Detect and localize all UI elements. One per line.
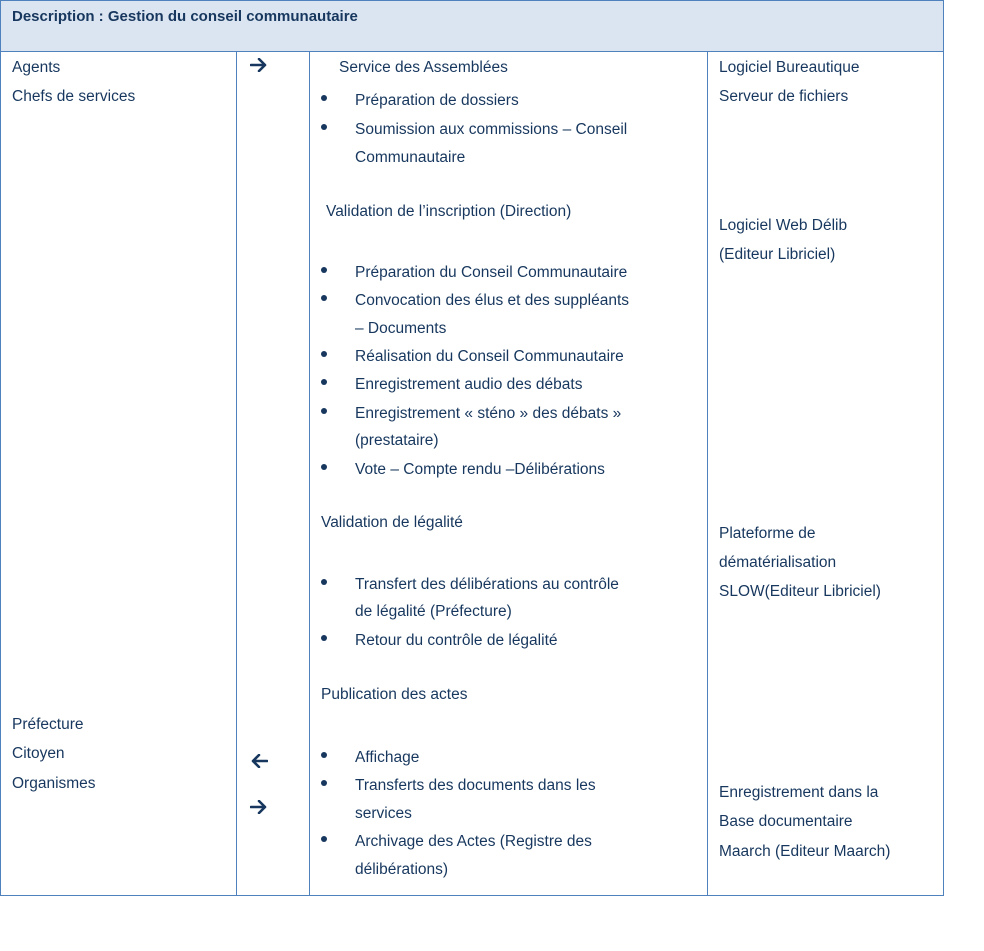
column-divider bbox=[707, 52, 708, 896]
bullet-icon bbox=[321, 408, 327, 414]
tool-text: Logiciel Bureautique bbox=[719, 59, 860, 76]
actor-agents: Agents bbox=[12, 59, 61, 76]
bullet-icon bbox=[321, 635, 327, 641]
tool-text: Maarch (Editeur Maarch) bbox=[719, 843, 891, 860]
bullet-icon bbox=[321, 95, 327, 101]
bullet-icon bbox=[321, 464, 327, 470]
table-header bbox=[1, 1, 943, 52]
tool-text: Logiciel Web Délib bbox=[719, 217, 848, 234]
bullet-icon bbox=[321, 379, 327, 385]
bullet-icon bbox=[321, 579, 327, 585]
table-title: Description : Gestion du conseil communautaire bbox=[12, 8, 358, 25]
tool-text: Plateforme de bbox=[719, 525, 816, 542]
section-title-assemblees: Service des Assemblées bbox=[339, 59, 508, 76]
section-title-validation-legalite: Validation de légalité bbox=[321, 514, 463, 531]
tool-text: (Editeur Libriciel) bbox=[719, 246, 836, 263]
column-divider bbox=[236, 52, 237, 896]
arrow-right-icon bbox=[250, 800, 268, 814]
arrow-left-icon bbox=[250, 754, 268, 768]
section-title-validation-inscription: Validation de l’inscription (Direction) bbox=[326, 203, 572, 220]
column-divider bbox=[309, 52, 310, 896]
bullet-icon bbox=[321, 295, 327, 301]
tool-text: Enregistrement dans la bbox=[719, 784, 879, 801]
actor-chefs-de-services: Chefs de services bbox=[12, 88, 136, 105]
bullet-icon bbox=[321, 780, 327, 786]
actor-organismes: Organismes bbox=[12, 775, 96, 792]
bullet-icon bbox=[321, 351, 327, 357]
bullet-icon bbox=[321, 752, 327, 758]
bullet-icon bbox=[321, 267, 327, 273]
bullet-icon bbox=[321, 836, 327, 842]
tool-text: Base documentaire bbox=[719, 813, 853, 830]
process-table: Description : Gestion du conseil communautaire Agents Chefs de services Préfecture Citoyen Organismes Service des Assemblées Validation de l’inscription (Direction) Validation de légalité Publication des actes Préparation de dossiers Soumission aux commissions – Conseil Communautaire Préparation du Conseil Communautaire Convocation des élus et des suppléants – Documents Réalisation du Conseil Communautaire Enregistrement audio des débats Enregistrement « sténo » des débats » (prestataire) Vote – Compte rendu –Délibérations Transfert des délibérations au contrôle de légalité (Préfecture) Retour du contrôle de légalité Affichage Transferts des documents dans les services Archivage des Actes (Registre des délibérations) Logiciel Bureautique Serveur de fichiers Logiciel Web Délib (Editeur Libriciel) Plateforme de dématérialisation SLOW(Editeur Libriciel) Enregistrement dans la Base documentaire Maarch (Editeur Maarch) bbox=[0, 0, 944, 896]
bullet-icon bbox=[321, 124, 327, 130]
tool-text: SLOW(Editeur Libriciel) bbox=[719, 583, 881, 600]
tool-text: dématérialisation bbox=[719, 554, 837, 571]
actor-citoyen: Citoyen bbox=[12, 745, 65, 762]
actor-prefecture: Préfecture bbox=[12, 716, 84, 733]
arrow-right-icon bbox=[250, 58, 268, 72]
section-title-publication: Publication des actes bbox=[321, 686, 468, 703]
tool-text: Serveur de fichiers bbox=[719, 88, 849, 105]
